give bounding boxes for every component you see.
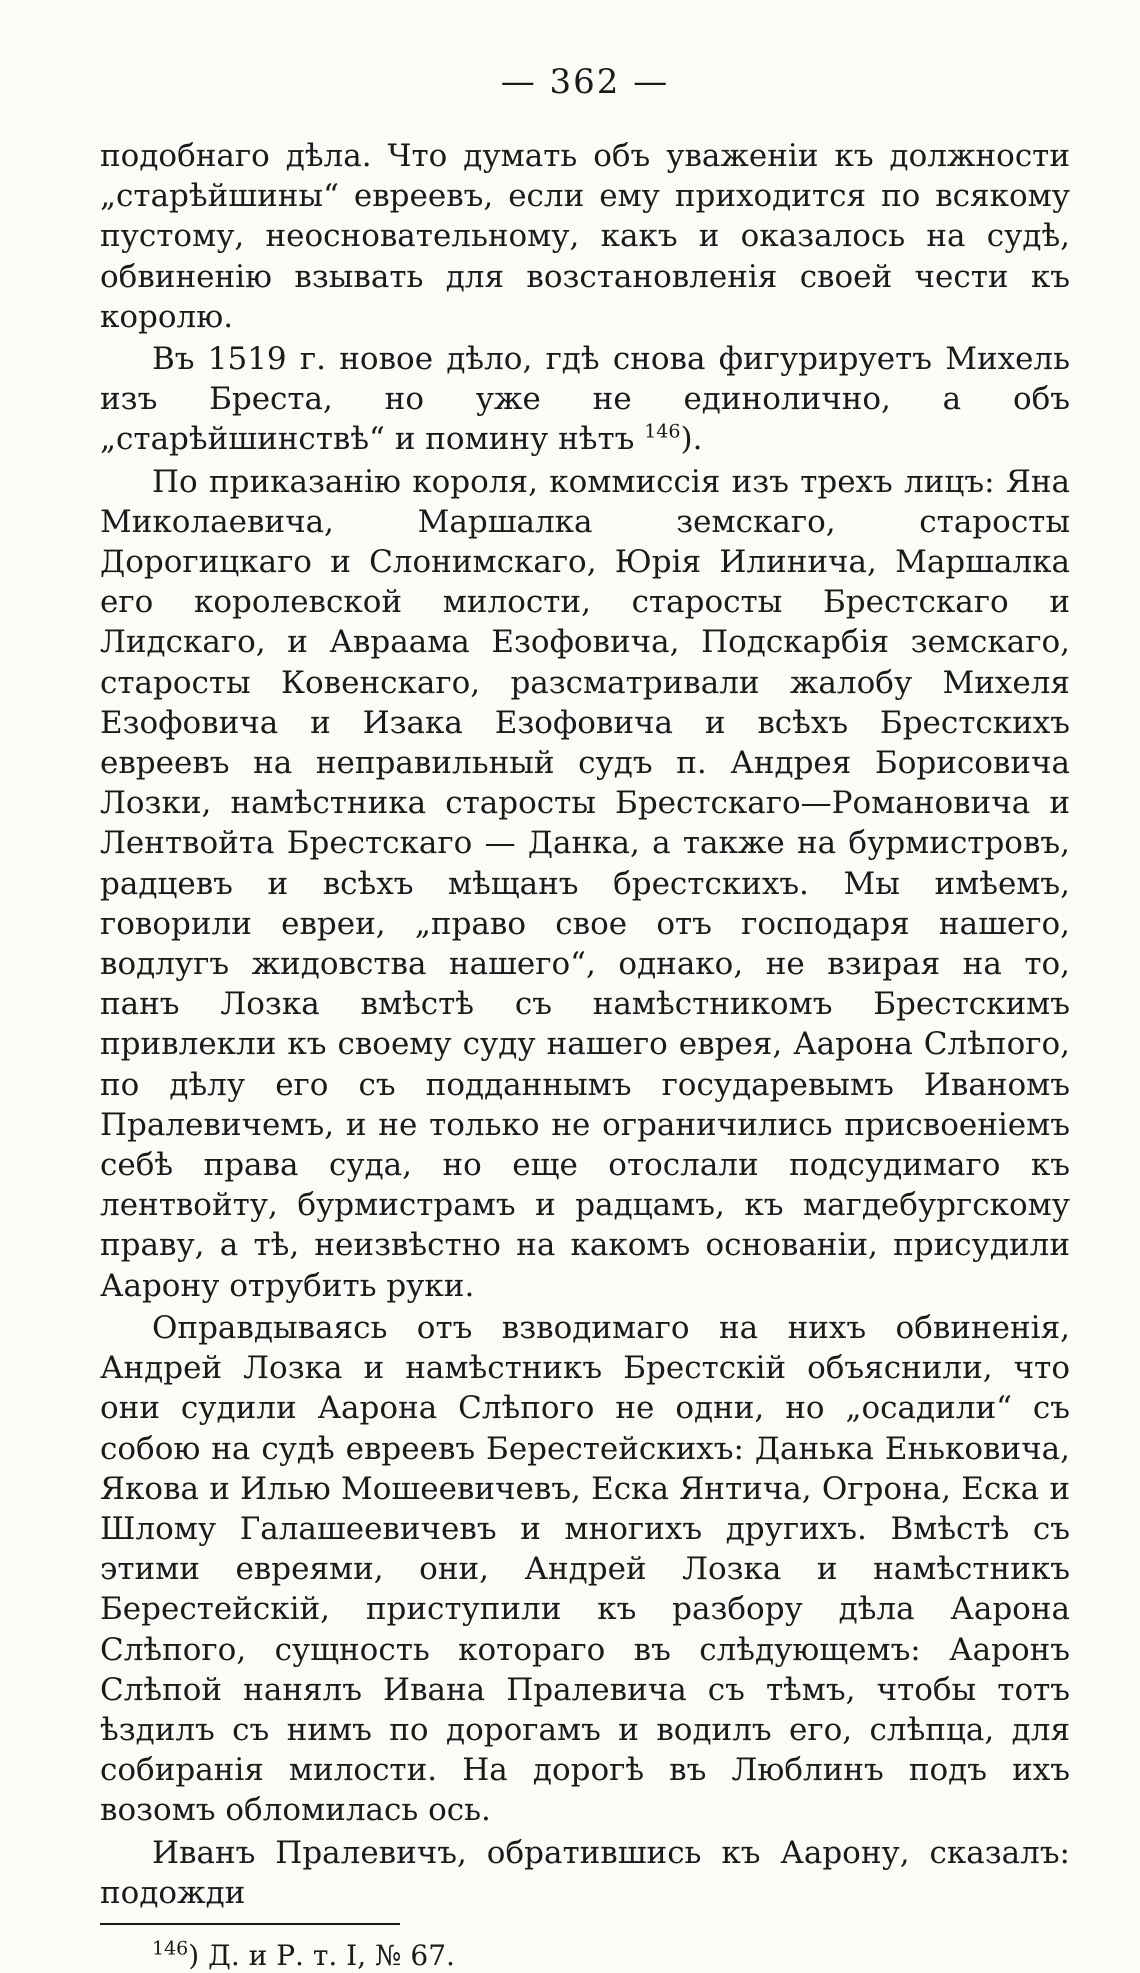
- paragraph-4: Оправдываясь отъ взводимаго на нихъ обвиненія, Андрей Лозка и намѣстникъ Брестскій объяснили, что они судили Аарона Слѣпого не одни, но „осадили“ съ собою на судѣ евреевъ Берестейскихъ: Данька Еньковича, Якова и Илью Мошеевичевъ, Еска Янтича, Огрона, Еска и Шлому Галашеевичевъ и многихъ другихъ. Вмѣстѣ съ этими евреями, они, Андрей Лозка и намѣстникъ Берестейскій, приступили къ разбору дѣла Аарона Слѣпого, сущность котораго въ слѣдующемъ: Ааронъ Слѣпой нанялъ Ивана Пралевича съ тѣмъ, чтобы тотъ ѣздилъ съ нимъ по дорогамъ и водилъ его, слѣпца, для собиранія милости. На дорогѣ въ Люблинъ подъ ихъ возомъ обломилась ось.: [100, 1309, 1070, 1829]
- footnote-text: ) Д. и Р. т. I, № 67.: [188, 1938, 455, 1972]
- paragraph-1: подобнаго дѣла. Что думать объ уваженіи къ должности „старѣйшины“ евреевъ, если ему приходится по всякому пустому, неосновательному, какъ и оказалось на судѣ, обвиненію взывать для возстановленія своей чести къ королю.: [100, 138, 1070, 335]
- paragraph-3: По приказанію короля, коммиссія изъ трехъ лицъ: Яна Миколаевича, Маршалка земскаго, старосты Дорогицкаго и Слонимскаго, Юрія Илинича, Маршалка его королевской милости, старосты Брестскаго и Лидскаго, и Авраама Езофовича, Подскарбія земскаго, старосты Ковенскаго, разсматривали жалобу Михеля Езофовича и Изака Езофовича и всѣхъ Брестскихъ евреевъ на неправильный судъ п. Андрея Борисовича Лозки, намѣстника старосты Брестскаго—Романовича и Лентвойта Брестскаго — Данка, а также на бурмистровъ, радцевъ и всѣхъ мѣщанъ брестскихъ. Мы имѣемъ, говорили евреи, „право свое отъ господаря нашего, водлугъ жидовства нашего“, однако, не взирая на то, панъ Лозка вмѣстѣ съ намѣстникомъ Брестскимъ привлекли къ своему суду нашего еврея, Аарона Слѣпого, по дѣлу его съ подданнымъ государевымъ Иваномъ Пралевичемъ, и не только не ограничились присвоеніемъ себѣ права суда, но еще отослали подсудимаго къ лентвойту, бурмистрамъ и радцамъ, къ магдебургскому праву, а тѣ, неизвѣстно на какомъ основаніи, присудили Аарону отрубить руки.: [100, 463, 1070, 1304]
- footnote-divider: [100, 1923, 400, 1925]
- paragraph-5: Иванъ Пралевичъ, обратившись къ Аарону, сказалъ: подожди: [100, 1834, 1070, 1911]
- paragraph-2-text: Въ 1519 г. новое дѣло, гдѣ снова фигурируетъ Михель изъ Бреста, но уже не единолично, а объ „старѣйшинствѣ“ и помину нѣтъ: [100, 341, 1070, 458]
- footnote-reference: 146: [644, 421, 681, 444]
- document-page: [100, 62, 1070, 1973]
- footnote-marker: 146: [152, 1937, 189, 1960]
- footnote-reference-close: ).: [680, 421, 703, 458]
- footnote: [100, 1939, 1070, 1973]
- page-number: — 362 —: [500, 62, 670, 102]
- paragraph-2: [100, 339, 1070, 460]
